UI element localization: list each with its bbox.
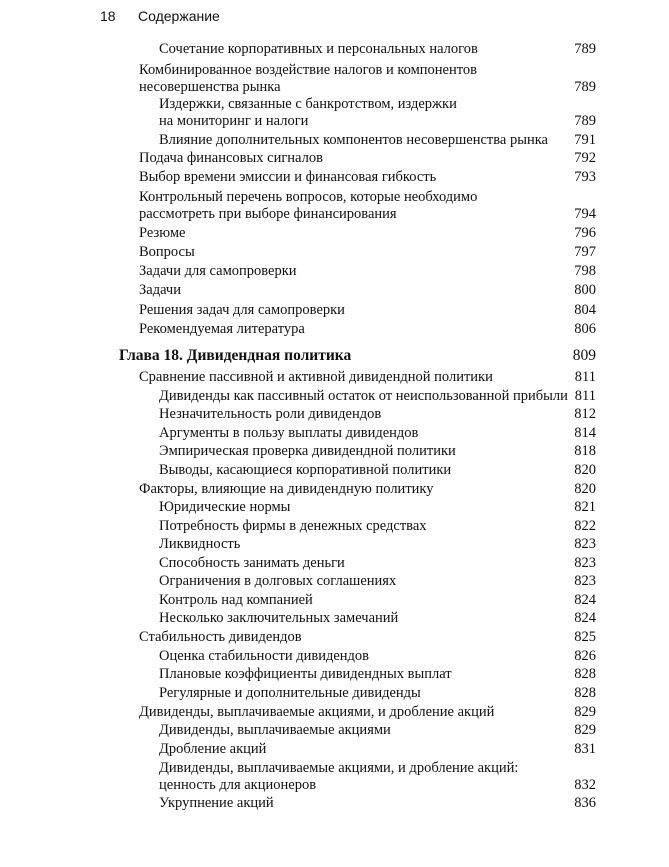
toc-entry-title: Способность занимать деньги [159,555,345,571]
toc-entry [159,741,596,758]
toc-entry-page: 793 [574,169,596,185]
toc-entry-page: 792 [574,150,596,166]
toc-entry-title: Сочетание корпоративных и персональных налогов [159,41,478,57]
toc-entry-page: 796 [574,225,596,241]
toc-entry [159,96,596,130]
toc-entry-title: Влияние дополнительных компонентов несовершенства рынка [159,132,548,148]
toc-entry-page: 804 [574,302,596,318]
toc-entry-page: 789 [574,79,596,95]
toc-entry-page: 797 [574,244,596,260]
toc-entry-page: 832 [574,777,596,793]
toc-entry-title: Дивиденды как пассивный остаток от неиспользованной прибыли [159,388,568,404]
toc-entry-title: Оценка стабильности дивидендов [159,648,370,664]
toc-entry-page: 820 [574,462,596,478]
toc-entry-page: 824 [574,592,596,608]
toc-entry-page: 821 [574,499,596,515]
toc-entry-title: Дивиденды, выплачиваемые акциями, и дробление акций: [159,760,519,776]
toc-entry-page: 831 [574,741,596,757]
toc-entry-title: Аргументы в пользу выплаты дивидендов [159,425,419,441]
toc-entry [159,388,596,405]
chapter-page: 809 [572,347,596,364]
toc-entry-page: 826 [574,648,596,664]
toc-entry-page: 814 [574,425,596,441]
toc-entry-title: Укрупнение акций [159,795,274,811]
toc-entry [159,722,596,739]
toc-entry-page: 836 [574,795,596,811]
toc-entry-page: 822 [574,518,596,534]
toc-entry-title: Задачи [139,282,181,298]
toc-entry-title: Юридические нормы [159,499,291,515]
toc-entry-title-cont: ценность для акционеров [159,777,317,793]
running-head: Содержание [138,8,220,24]
toc-entry-title: Подача финансовых сигналов [139,150,323,166]
toc-entry [159,648,596,665]
toc-entry-title: Сравнение пассивной и активной дивидендной политики [139,369,493,385]
toc-entry [159,610,596,627]
toc-entry-page: 824 [574,610,596,626]
toc-entry [159,425,596,442]
toc-entry [139,704,596,721]
toc-entry-title: Выводы, касающиеся корпоративной политики [159,462,452,478]
toc-entry-page: 825 [574,629,596,645]
toc-entry-title-cont: несовершенства рынка [139,79,281,95]
toc-entry [159,41,596,58]
toc-entry-title: Контроль над компанией [159,592,313,608]
toc-entry [159,666,596,683]
toc-entry-title: Стабильность дивидендов [139,629,302,645]
toc-entry-title: Комбинированное воздействие налогов и компонентов [139,62,477,78]
toc-entry-title: Задачи для самопроверки [139,263,297,279]
toc-entry [139,150,596,167]
toc-entry [159,536,596,553]
toc-entry [159,462,596,479]
toc-entry [159,518,596,535]
toc-entry [159,406,596,423]
toc-entry-page: 806 [574,321,596,337]
toc-entry-page: 789 [574,113,596,129]
toc-entry-page: 823 [574,536,596,552]
toc-entry-page: 828 [574,685,596,701]
toc-entry [139,244,596,261]
toc-entry-title: Дивиденды, выплачиваемые акциями [159,722,391,738]
toc-entry [139,62,596,96]
toc-entry-title: Факторы, влияющие на дивидендную политику [139,481,434,497]
toc-entry-title: Несколько заключительных замечаний [159,610,399,626]
toc-entry-title: Решения задач для самопроверки [139,302,345,318]
toc-entry [139,481,596,498]
toc-entry-page: 811 [574,369,596,385]
toc-chapter [119,347,596,365]
toc-entry-page: 823 [574,555,596,571]
toc-entry-title: Незначительность роли дивидендов [159,406,382,422]
toc-entry-title: Контрольный перечень вопросов, которые необходимо [139,189,478,205]
toc-entry [159,443,596,460]
toc-entry-title: Ограничения в долговых соглашениях [159,573,397,589]
toc-entry [139,629,596,646]
toc-entry [139,169,596,186]
toc-entry [159,555,596,572]
toc-entry-page: 818 [574,443,596,459]
toc-entry-page: 820 [574,481,596,497]
toc-entry [139,302,596,319]
toc-entry [139,263,596,280]
toc-entry-title: Ликвидность [159,536,241,552]
toc-entry-title: Эмпирическая проверка дивидендной политики [159,443,456,459]
toc-entry [159,795,596,812]
toc-entry-page: 823 [574,573,596,589]
toc-entry [159,592,596,609]
toc-entry-page: 794 [574,206,596,222]
toc-entry-title: Резюме [139,225,186,241]
toc-entry [139,369,596,386]
toc-entry-title: Рекомендуемая литература [139,321,305,337]
chapter-title: Глава 18. Дивидендная политика [119,347,352,364]
toc-entry-title-cont: на мониторинг и налоги [159,113,309,129]
toc-entry [159,685,596,702]
toc-entry [139,225,596,242]
toc-entry-page: 812 [574,406,596,422]
toc-entry-title: Дробление акций [159,741,267,757]
toc-entry-page: 798 [574,263,596,279]
toc-entry-title: Дивиденды, выплачиваемые акциями, и дробление акций [139,704,495,720]
toc-entry-title-cont: рассмотреть при выборе финансирования [139,206,397,222]
toc-entry-page: 800 [574,282,596,298]
toc-entry-title: Регулярные и дополнительные дивиденды [159,685,421,701]
toc-entry-title: Вопросы [139,244,195,260]
toc-entry-page: 829 [574,704,596,720]
toc-entry-page: 828 [574,666,596,682]
toc-entry-title: Выбор времени эмиссии и финансовая гибкость [139,169,437,185]
toc-entry-title: Потребность фирмы в денежных средствах [159,518,427,534]
page-number: 18 [100,8,116,24]
toc-entry-page: 811 [574,388,596,404]
toc-entry-page: 789 [574,41,596,57]
toc-entry [139,321,596,338]
toc-entry [159,132,596,149]
toc-entry [159,573,596,590]
toc-entry [139,189,596,223]
toc-entry-title: Издержки, связанные с банкротством, издержки [159,96,457,112]
toc-entry [159,499,596,516]
toc-entry [159,760,596,794]
toc-entry-title: Плановые коэффициенты дивидендных выплат [159,666,452,682]
toc-entry-page: 791 [574,132,596,148]
toc-entry [139,282,596,299]
toc-entry-page: 829 [574,722,596,738]
